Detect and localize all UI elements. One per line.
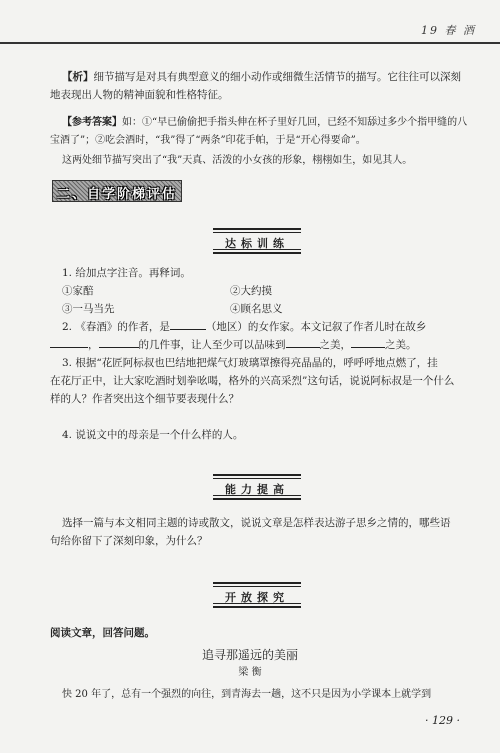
q2-blank-5[interactable] [351,336,385,348]
q2-part-a: 2. 《春酒》的作者，是 [62,321,170,333]
q2-part-c: ， [88,339,99,351]
banner-label: 能力提高 [225,483,289,496]
reference-line2: 这两处细节描写突出了“我”天真、活泼的小女孩的形象，栩栩如生，如见其人。 [62,155,413,166]
running-header [0,18,500,44]
q1-option-1: ①家醅 [62,285,94,297]
section-title: 二、自学阶梯评估 [56,187,177,202]
q2-part-f: 之美。 [385,339,417,351]
q2-part-e: 之美， [319,339,351,351]
running-title: 19 春 酒 [421,24,476,37]
q2-blank-4[interactable] [286,336,320,348]
explore-instruction: 阅读文章，回答问题。 [50,627,155,639]
reference-line1: 如：①“早已偷偷把手指头伸在杯子里好几回，已经不知舔过多少个指甲缝的八宝酒了”；②吃会酒时，“我”得了“两条”印花手帕，于是“开心得要命”。 [50,117,468,146]
question-2 [50,318,470,336]
q1-option-3: ③一马当先 [62,303,115,315]
banner-open-exploration [213,582,301,608]
q1-option-4: ④顾名思义 [230,303,283,315]
reference-answer [50,114,470,150]
ability-line2: 句给你留下了深刻印象，为什么？ [50,535,208,547]
q2-part-b: （地区）的女作家。本文记叙了作者儿时在故乡 [205,321,427,333]
question-3-line2: 在花厅正中，让大家吃酒时划拳吆喝，格外的兴高采烈”这句话，说说阿标叔是一个什么 [50,375,455,387]
reference-tag: 【参考答案】 [62,117,122,128]
ability-line1: 选择一篇与本文相同主题的诗或散文，说说文章是怎样表达游子思乡之情的，哪些语 [62,517,451,529]
q2-blank-1[interactable] [170,318,206,330]
question-4: 4. 说说文中的母亲是一个什么样的人。 [62,429,244,441]
banner-standard-training [213,228,301,254]
page-number: · 129 · [425,714,460,727]
question-2-cont [50,336,470,354]
analysis-paragraph [50,68,470,104]
question-3-line3: 样的人？作者突出这个细节要表现什么？ [50,393,239,405]
banner-label: 达标训练 [225,237,289,250]
question-3-line1: 3. 根据“花匠阿标叔也巴结地把煤气灯玻璃罩擦得亮晶晶的，呼呼呼地点燃了，挂 [62,357,438,369]
article-first-line: 快 20 年了，总有一个强烈的向往，到青海去一趟，这不只是因为小学课本上就学到 [62,689,432,700]
section-title-box [52,180,182,202]
question-1-stem: 1. 给加点字注音。再释词。 [62,267,191,279]
analysis-text: 细节描写是对具有典型意义的细小动作或细微生活情节的描写。它往往可以深刻地表现出人物的精神面貌和性格特征。 [50,71,461,101]
q2-part-d: 的几件事，让人至少可以品味到 [138,339,286,351]
q2-blank-2[interactable] [50,336,88,348]
banner-ability-improvement [213,474,301,500]
article-title: 追寻那遥远的美丽 [201,648,298,662]
q2-blank-3[interactable] [99,336,139,348]
article-author: 梁 衡 [238,667,262,678]
banner-label: 开放探究 [225,591,289,604]
analysis-tag: 【析】 [62,71,94,83]
q1-option-2: ②大约摸 [230,285,272,297]
